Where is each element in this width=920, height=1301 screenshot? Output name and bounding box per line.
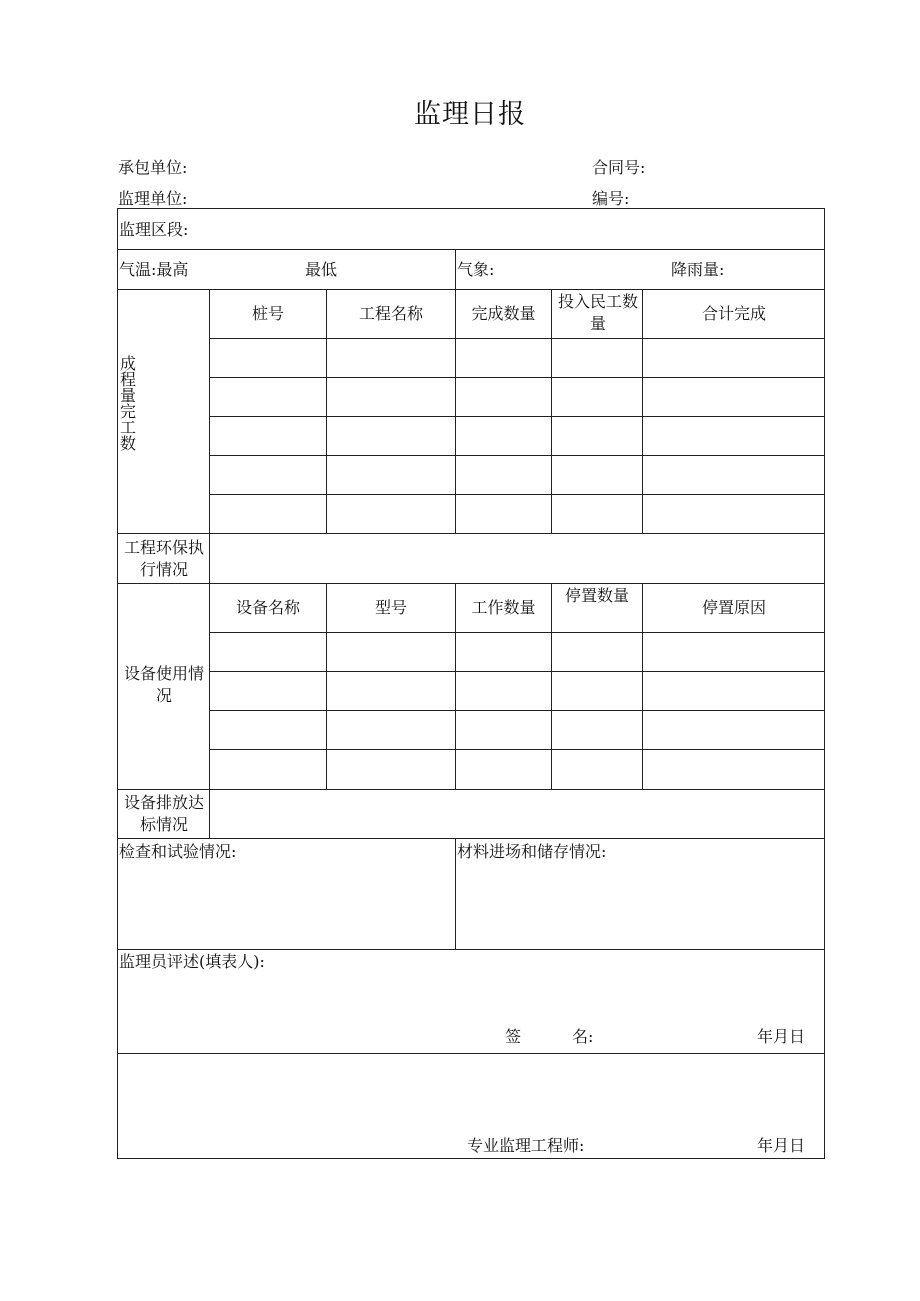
col-working-qty: 工作数量 <box>471 598 536 617</box>
col-idle-reason: 停置原因 <box>701 598 766 617</box>
engineer-date: 年月日 <box>757 1136 806 1155</box>
sign-char-1: 签 <box>505 1027 522 1046</box>
col-model: 型号 <box>374 598 407 617</box>
inspection-label: 检查和试验情况: <box>119 842 237 861</box>
contractor-label: 承包单位: <box>118 158 188 177</box>
serial-no-label: 编号: <box>592 189 630 208</box>
col-project-name: 工程名称 <box>358 304 423 323</box>
env-label: 工程环保执行情况 <box>123 538 204 579</box>
col-equipment-name: 设备名称 <box>235 598 300 617</box>
col-idle-qty: 停置数量 <box>564 586 629 605</box>
sign-char-2: 名: <box>572 1027 594 1046</box>
supervisor-unit-label: 监理单位: <box>118 189 188 208</box>
col-total-completed: 合计完成 <box>701 304 766 323</box>
page-title: 监理日报 <box>414 99 526 130</box>
comment-label: 监理员评述(填表人): <box>119 952 265 971</box>
contract-no-label: 合同号: <box>592 158 646 177</box>
col-stake-no: 桩号 <box>251 304 284 323</box>
engineer-label: 专业监理工程师: <box>467 1136 585 1155</box>
equipment-side-label: 设备使用情况 <box>123 664 204 705</box>
report-form <box>117 208 825 1159</box>
emission-label: 设备排放达标情况 <box>123 793 204 834</box>
materials-label: 材料进场和储存情况: <box>457 842 607 861</box>
form-grid-lines <box>117 208 825 1159</box>
rainfall-label: 降雨量: <box>671 260 725 279</box>
temperature-high-label: 气温:最高 <box>119 260 189 279</box>
weather-condition-label: 气象: <box>457 260 495 279</box>
col-completed-qty: 完成数量 <box>471 304 536 323</box>
temperature-low-label: 最低 <box>305 260 338 279</box>
section-label: 监理区段: <box>119 220 189 239</box>
comment-date: 年月日 <box>757 1027 806 1046</box>
col-labor-input: 投入民工数量 <box>557 292 638 333</box>
quantities-side-label: 成程量完工数 <box>120 354 137 453</box>
